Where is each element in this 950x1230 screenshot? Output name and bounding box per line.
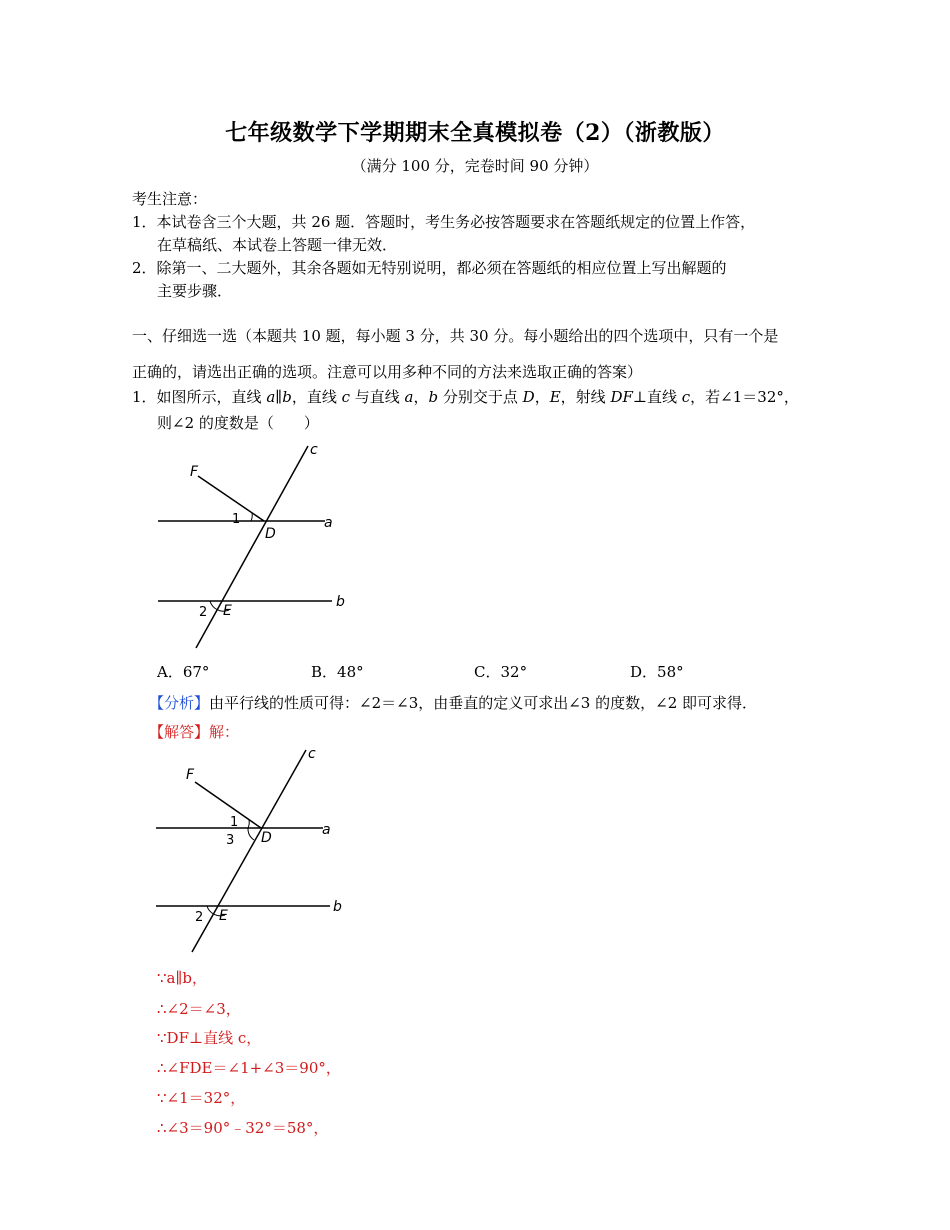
label-c: c — [310, 442, 318, 458]
label-1: 1 — [230, 815, 239, 830]
solution-step: ∴∠FDE＝∠1+∠3＝90°， — [157, 1059, 341, 1077]
option-b[interactable]: B．48° — [311, 663, 364, 681]
solution-text: 解： — [209, 723, 240, 741]
line-c — [192, 750, 306, 952]
solution-step: ∵DF⊥直线 c， — [157, 1029, 262, 1047]
ray-df — [198, 476, 264, 521]
analysis-tag: 【分析】 — [149, 694, 210, 712]
label-b: b — [336, 594, 345, 610]
label-c: c — [308, 746, 316, 762]
analysis-text: 由平行线的性质可得：∠2＝∠3，由垂直的定义可求出∠3 的度数，∠2 即可求得． — [209, 694, 758, 712]
label-2: 2 — [199, 605, 208, 620]
notice-item-2-line-1: 2．除第一、二大题外，其余各题如无特别说明，都必须在答题纸的相应位置上写出解题的 — [132, 259, 727, 277]
angle-1-arc — [251, 513, 252, 521]
label-a: a — [322, 822, 331, 838]
line-c — [196, 446, 308, 648]
solution-heading — [149, 721, 239, 742]
solution-figure — [148, 742, 358, 954]
question-1-line-1: 1．如图所示，直线 a∥b，直线 c 与直线 a，b 分别交于点 D，E，射线 DF⊥直线 c，若∠1＝32°， — [132, 388, 799, 406]
solution-step: ∴∠3＝90°﹣32°＝58°， — [157, 1119, 329, 1137]
section-1-instructions-line-2: 正确的，请选出正确的选项。注意可以用多种不同的方法来选取正确的答案） — [132, 363, 643, 381]
label-e: E — [219, 908, 228, 924]
section-1-instructions-line-1: 一、仔细选一选（本题共 10 题，每小题 3 分，共 30 分。每小题给出的四个选项中，只有一个是 — [132, 327, 779, 345]
notice-item-1-line-1: 1．本试卷含三个大题，共 26 题．答题时，考生务必按答题要求在答题纸规定的位置上作答， — [132, 213, 756, 231]
angle-1-arc — [248, 820, 249, 828]
label-e: E — [223, 603, 232, 619]
option-a[interactable]: A．67° — [157, 663, 210, 681]
label-f: F — [186, 767, 195, 783]
notice-item-2-line-2: 主要步骤． — [157, 282, 233, 300]
analysis — [149, 692, 757, 713]
solution-step: ∵∠1＝32°， — [157, 1089, 246, 1107]
option-d[interactable]: D．58° — [630, 663, 684, 681]
ray-df — [195, 782, 261, 828]
notice-item-1-line-2: 在草稿纸、本试卷上答题一律无效． — [157, 236, 398, 254]
question-figure — [150, 438, 360, 650]
question-1-line-2: 则∠2 的度数是（ ） — [157, 414, 319, 432]
label-2: 2 — [195, 910, 204, 925]
label-a: a — [324, 515, 333, 531]
label-d: D — [261, 830, 272, 846]
label-d: D — [265, 526, 276, 542]
option-c[interactable]: C．32° — [474, 663, 528, 681]
notice-heading: 考生注意： — [132, 190, 208, 208]
label-f: F — [190, 464, 199, 480]
page-title: 七年级数学下学期期末全真模拟卷（2）（浙教版） — [225, 120, 725, 146]
solution-step: ∴∠2＝∠3， — [157, 1000, 241, 1018]
label-b: b — [333, 899, 342, 915]
solution-step: ∵a∥b， — [157, 969, 208, 987]
page-subtitle: （满分 100 分，完卷时间 90 分钟） — [351, 157, 599, 175]
label-1: 1 — [232, 512, 241, 527]
label-3: 3 — [226, 833, 235, 848]
angle-3-arc — [248, 828, 254, 840]
solution-tag: 【解答】 — [149, 723, 210, 741]
